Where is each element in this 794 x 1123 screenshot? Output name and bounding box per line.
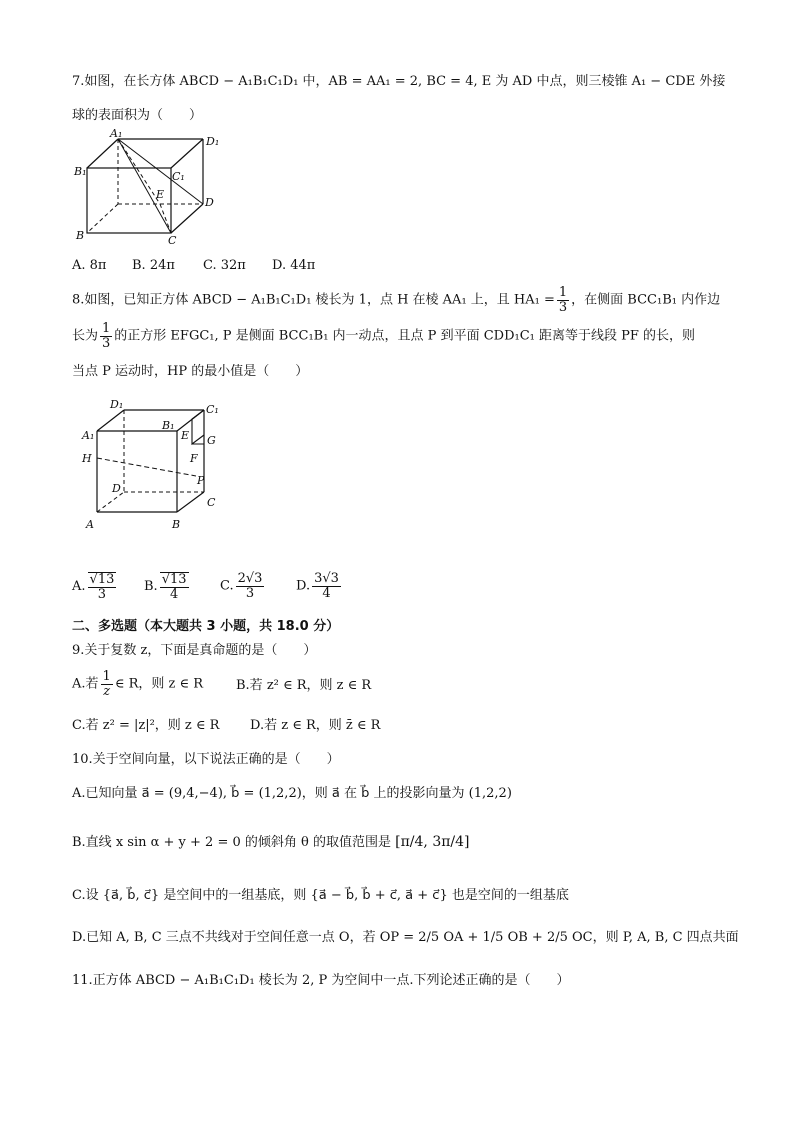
q8-option-d[interactable]: D. $\frac{3√3}{4}$ [296, 571, 339, 601]
q7-label-d: D [205, 196, 214, 209]
q8-label-b: B [172, 518, 181, 531]
q9-option-d[interactable]: D.若 z ∈ R，则 z̄ ∈ R [250, 718, 381, 733]
q9-stem: 9.关于复数 z，下面是真命题的是（ ） [72, 643, 317, 658]
q7-options [72, 256, 392, 276]
q9-options-cd [72, 716, 432, 736]
q10-option-a[interactable]: A.已知向量 a⃗ = (9,4,−4), b⃗ = (1,2,2)，则 a⃗ 在 b⃗ 上的投影向量为 (1,2,2) [72, 786, 512, 801]
q7-label-c: C [168, 234, 177, 247]
q8-label-a: A [86, 518, 94, 531]
q7-label-a1: A₁ [110, 128, 123, 140]
q10-option-b[interactable] [72, 832, 470, 853]
q9-options-ab [72, 670, 432, 706]
section-heading-multi-choice: 二、多选题（本大题共 3 小题，共 18.0 分） [72, 619, 340, 634]
q7-label-b1: B₁ [74, 165, 87, 178]
q9-option-c[interactable]: C.若 z² = |z|²，则 z ∈ R [72, 718, 220, 733]
q8-stem-line1 [72, 286, 720, 314]
q8-label-f: F [190, 452, 198, 465]
q7-stem-line2: 球的表面积为（ ） [72, 108, 203, 123]
q8-label-c: C [207, 496, 216, 509]
q8-line1-tail: ，在侧面 BCC₁B₁ 内作边 [571, 292, 721, 308]
q8-label-c1: C₁ [206, 403, 219, 416]
q8-stem-line3: 当点 P 运动时，HP 的最小值是（ ） [72, 364, 309, 379]
q10-option-b-range: [π/4, 3π/4] [395, 834, 470, 850]
q7-label-b: B [76, 229, 85, 242]
q8-label-h: H [82, 452, 92, 465]
q7-label-d1: D₁ [206, 135, 220, 148]
q8-line1-fraction: $\frac{1}{3}$ [558, 285, 568, 315]
q8-label-b1: B₁ [162, 419, 175, 432]
q8-cube-figure [80, 396, 230, 536]
q7-label-e: E [156, 188, 165, 201]
q10-option-d[interactable]: D.已知 A, B, C 三点不共线对于空间任意一点 O，若 OP = 2/5 OA + 1/5 OB + 2/5 OC，则 P, A, B, C 四点共面 [72, 930, 739, 945]
q8-label-p: P [197, 474, 205, 487]
q10-option-b-text: B.直线 x sin α + y + 2 = 0 的倾斜角 θ 的取值范围是 [72, 835, 391, 850]
q11-stem: 11.正方体 ABCD − A₁B₁C₁D₁ 棱长为 2, P 为空间中一点.下列论述正确的是（ ） [72, 973, 570, 988]
q10-option-c[interactable]: C.设 {a⃗, b⃗, c⃗} 是空间中的一组基底，则 {a⃗ − b⃗, b⃗ + c⃗, a⃗ + c⃗} 也是空间的一组基底 [72, 888, 569, 903]
q7-label-c1: C₁ [172, 170, 185, 183]
q8-stem-line2 [72, 322, 695, 350]
q9-option-b[interactable]: B.若 z² ∈ R，则 z ∈ R [236, 678, 372, 693]
q8-line2-text: 长为 [72, 328, 99, 344]
q7-option-d[interactable]: D. 44π [272, 258, 316, 273]
q8-label-d1: D₁ [110, 398, 124, 411]
q9-option-a[interactable]: A.若 $\frac{1}{z}$ ∈ R，则 z ∈ R [72, 669, 204, 699]
q8-option-b[interactable]: B. $\frac{√13}{4}$ [144, 572, 187, 602]
q10-stem: 10.关于空间向量，以下说法正确的是（ ） [72, 752, 340, 767]
q7-stem-line1: 7.如图，在长方体 ABCD − A₁B₁C₁D₁ 中，AB = AA₁ = 2, BC = 4, E 为 AD 中点，则三棱锥 A₁ − CDE 外接 [72, 74, 726, 89]
q8-label-d: D [112, 482, 121, 495]
q8-line1-text: 8.如图，已知正方体 ABCD − A₁B₁C₁D₁ 棱长为 1，点 H 在棱 AA₁ 上，且 HA₁ = [72, 292, 555, 308]
q8-option-a[interactable]: A. $\frac{√13}{3}$ [72, 572, 115, 602]
q7-option-c[interactable]: C. 32π [203, 258, 246, 273]
q8-options [72, 562, 472, 606]
q8-option-c[interactable]: C. $\frac{2√3}{3}$ [220, 571, 263, 601]
q7-option-a[interactable]: A. 8π [72, 258, 107, 273]
q8-label-a1: A₁ [82, 429, 95, 442]
q8-line2-fraction: $\frac{1}{3}$ [102, 321, 111, 351]
q8-line2-tail: 的正方形 EFGC₁, P 是侧面 BCC₁B₁ 内一动点，且点 P 到平面 CDD₁C₁ 距离等于线段 PF 的长，则 [114, 328, 696, 344]
q8-label-g: G [207, 434, 216, 447]
q7-cuboid-figure [72, 128, 232, 248]
q7-option-b[interactable]: B. 24π [132, 258, 175, 273]
q8-label-e: E [181, 429, 190, 442]
